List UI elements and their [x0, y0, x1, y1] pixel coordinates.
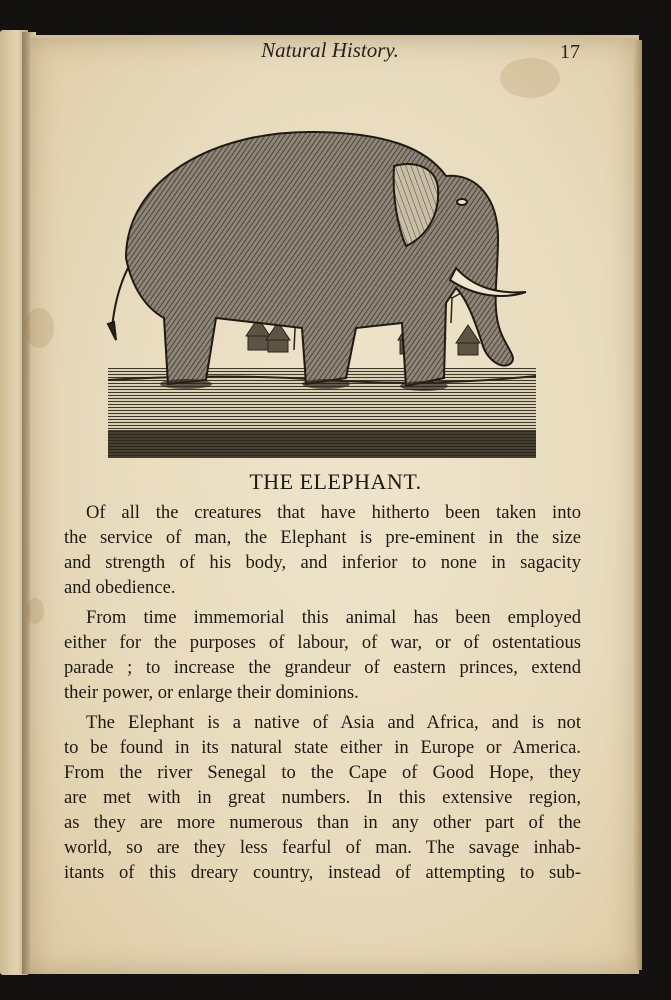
text-line: are met with in great numbers. In this extensive region,	[64, 787, 581, 808]
text-line: and strength of his body, and inferior to none in sagacity	[64, 552, 581, 573]
text-line: world, so are they less fearful of man. The savage inhab-	[64, 837, 581, 858]
illustration-caption: THE ELEPHANT.	[249, 469, 422, 494]
paragraph	[64, 710, 581, 885]
paper-stain	[24, 308, 54, 348]
text-line: From the river Senegal to the Cape of Good Hope, they	[64, 762, 581, 783]
running-head: Natural History.	[261, 38, 399, 62]
text-line: itants of this dreary country, instead of attempting to sub-	[64, 862, 581, 883]
paragraph	[64, 605, 581, 705]
page-number: 17	[560, 41, 580, 63]
text-line: as they are more numerous than in any other part of the	[64, 812, 581, 833]
page-header	[0, 38, 671, 68]
text-line: the service of man, the Elephant is pre-eminent in the size	[64, 527, 581, 548]
paper-stain	[26, 598, 44, 624]
body-text	[64, 500, 581, 890]
text-line: their power, or enlarge their dominions.	[64, 682, 359, 703]
text-line: Of all the creatures that have hitherto been taken into	[86, 502, 581, 523]
text-line: either for the purposes of labour, of war, or of ostentatious	[64, 632, 581, 653]
page-edge	[634, 40, 642, 970]
text-line: From time immemorial this animal has been employed	[86, 607, 581, 628]
paragraph	[64, 500, 581, 600]
elephant-woodcut-illustration	[106, 118, 538, 462]
text-line: The Elephant is a native of Asia and Africa, and is not	[86, 712, 581, 733]
text-line: to be found in its natural state either in Europe or America.	[64, 737, 581, 758]
text-line: parade ; to increase the grandeur of eastern princes, extend	[64, 657, 581, 678]
text-line: and obedience.	[64, 577, 176, 598]
